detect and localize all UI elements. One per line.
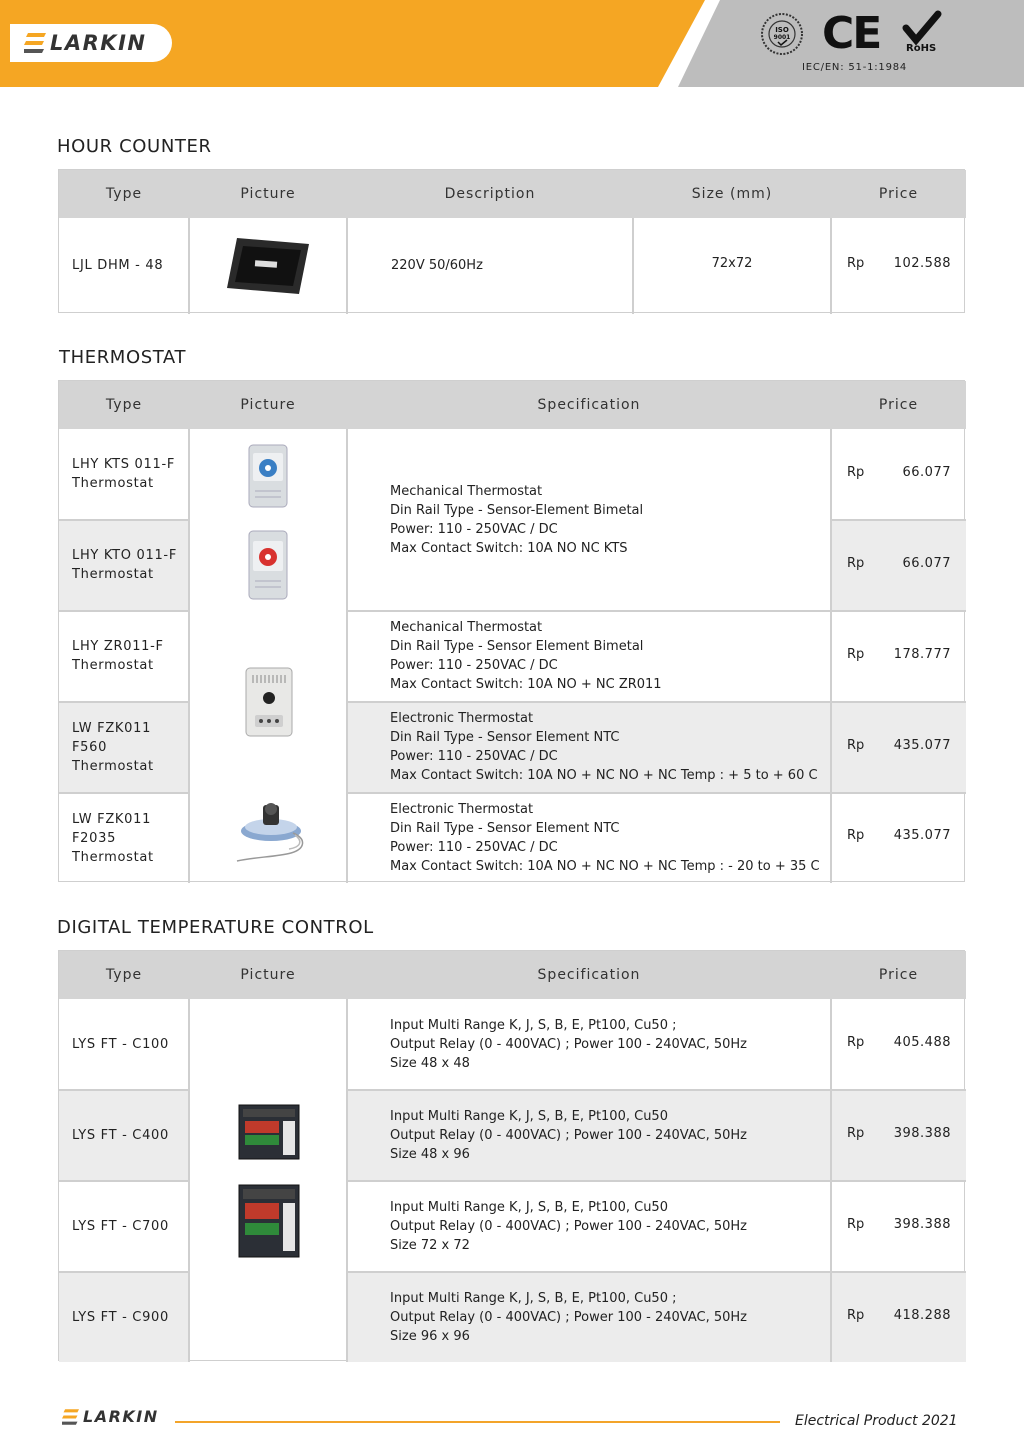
header-price: Price [831, 170, 966, 218]
controller-image [237, 1183, 301, 1259]
currency-label: Rp [847, 556, 865, 571]
section-title-digital: DIGITAL TEMPERATURE CONTROL [57, 917, 374, 938]
brand-name: LARKIN [50, 31, 147, 55]
header-picture: Picture [189, 951, 347, 999]
thermostat-table [58, 380, 965, 882]
controller-image [237, 1103, 301, 1161]
table-row-type: LJL DHM - 48 [72, 257, 164, 273]
hour-counter-table [58, 169, 965, 313]
table-row-type: LYS FT - C100 [72, 1036, 169, 1052]
iso-certification-icon [760, 12, 804, 56]
price-value: 398.388 [893, 1126, 951, 1141]
logo-mark-icon [62, 1409, 79, 1425]
logo-mark-icon [24, 33, 46, 53]
price-value: 418.288 [893, 1308, 951, 1323]
table-row-size: 72x72 [711, 255, 753, 271]
table-row-type: LYS FT - C700 [72, 1218, 169, 1234]
footer-logo [62, 1407, 159, 1426]
table-row-spec: Mechanical Thermostat Din Rail Type - Sensor Element Bimetal Power: 110 - 250VAC / DC Max Contact Switch: 10A NO + NC ZR011 [390, 620, 662, 692]
currency-label: Rp [847, 738, 865, 753]
table-row-type: LYS FT - C900 [72, 1309, 169, 1325]
svg-text:ISO: ISO [775, 26, 789, 34]
price-value: 66.077 [902, 556, 951, 571]
hour-counter-image [227, 234, 309, 296]
header-specification: Specification [347, 951, 831, 999]
currency-label: Rp [847, 828, 865, 843]
thermostat-zr011-image [243, 665, 295, 739]
header-type: Type [59, 381, 189, 429]
currency-label: Rp [847, 1217, 865, 1232]
header-type: Type [59, 170, 189, 218]
brand-logo [10, 24, 172, 62]
table-row-spec: Input Multi Range K, J, S, B, E, Pt100, Cu50 ; Output Relay (0 - 400VAC) ; Power 100 - 240VAC, 50Hz Size 48 x 48 [390, 1017, 747, 1071]
currency-label: Rp [847, 465, 865, 480]
table-row-spec: Input Multi Range K, J, S, B, E, Pt100, Cu50 ; Output Relay (0 - 400VAC) ; Power 100 - 240VAC, 50Hz Size 96 x 96 [390, 1290, 747, 1344]
table-row-type: LYS FT - C400 [72, 1127, 169, 1143]
price-value: 405.488 [893, 1035, 951, 1050]
currency-label: Rp [847, 1308, 865, 1323]
header-picture: Picture [189, 170, 347, 218]
currency-label: Rp [847, 1126, 865, 1141]
table-row-type: LHY ZR011-F Thermostat [72, 639, 164, 673]
table-row-spec: Input Multi Range K, J, S, B, E, Pt100, Cu50 Output Relay (0 - 400VAC) ; Power 100 - 240VAC, 50Hz Size 72 x 72 [390, 1199, 747, 1253]
header-description: Description [347, 170, 633, 218]
digital-control-table [58, 950, 965, 1361]
table-row-type: LHY KTS 011-F Thermostat [72, 457, 176, 491]
table-row-type: LW FZK011 F560 Thermostat [72, 720, 154, 774]
thermostat-fzk011-image [233, 801, 309, 867]
table-row-description: 220V 50/60Hz [391, 257, 483, 273]
header-specification: Specification [347, 381, 831, 429]
price-value: 435.077 [893, 738, 951, 753]
header-type: Type [59, 951, 189, 999]
price-value: 102.588 [893, 256, 951, 271]
table-row-spec: Electronic Thermostat Din Rail Type - Sensor Element NTC Power: 110 - 250VAC / DC Max Contact Switch: 10A NO + NC NO + NC Temp : + 5 to + 60 C [390, 711, 818, 783]
currency-label: Rp [847, 1035, 865, 1050]
rohs-label: RoHS [906, 43, 937, 54]
header-price: Price [831, 381, 966, 429]
price-value: 178.777 [893, 647, 951, 662]
thermostat-kto-image [245, 529, 291, 601]
header-size: Size (mm) [633, 170, 831, 218]
header-price: Price [831, 951, 966, 999]
table-row-spec: Input Multi Range K, J, S, B, E, Pt100, Cu50 Output Relay (0 - 400VAC) ; Power 100 - 240VAC, 50Hz Size 48 x 96 [390, 1108, 747, 1162]
table-row-spec: Electronic Thermostat Din Rail Type - Sensor Element NTC Power: 110 - 250VAC / DC Max Contact Switch: 10A NO + NC NO + NC Temp : - 20 to + 35 C [390, 802, 820, 874]
thermostat-kts-image [245, 443, 291, 509]
header-picture: Picture [189, 381, 347, 429]
price-value: 398.388 [893, 1217, 951, 1232]
footer-brand-name: LARKIN [83, 1407, 159, 1426]
table-row-spec: Mechanical Thermostat Din Rail Type - Sensor-Element Bimetal Power: 110 - 250VAC / DC Max Contact Switch: 10A NO NC KTS [390, 483, 644, 556]
table-row-type: LHY KTO 011-F Thermostat [72, 548, 177, 582]
price-value: 435.077 [893, 828, 951, 843]
section-title-hour-counter: HOUR COUNTER [57, 136, 212, 157]
currency-label: Rp [847, 256, 865, 271]
footer-divider [175, 1421, 780, 1423]
certification-standard: IEC/EN: 51-1:1984 [802, 62, 908, 73]
table-row-type: LW FZK011 F2035 Thermostat [72, 811, 154, 865]
currency-label: Rp [847, 647, 865, 662]
svg-text:9001: 9001 [773, 34, 791, 41]
footer-label: Electrical Product 2021 [795, 1413, 958, 1429]
ce-mark: CE [822, 8, 881, 59]
price-value: 66.077 [902, 465, 951, 480]
section-title-thermostat: THERMOSTAT [59, 347, 187, 368]
